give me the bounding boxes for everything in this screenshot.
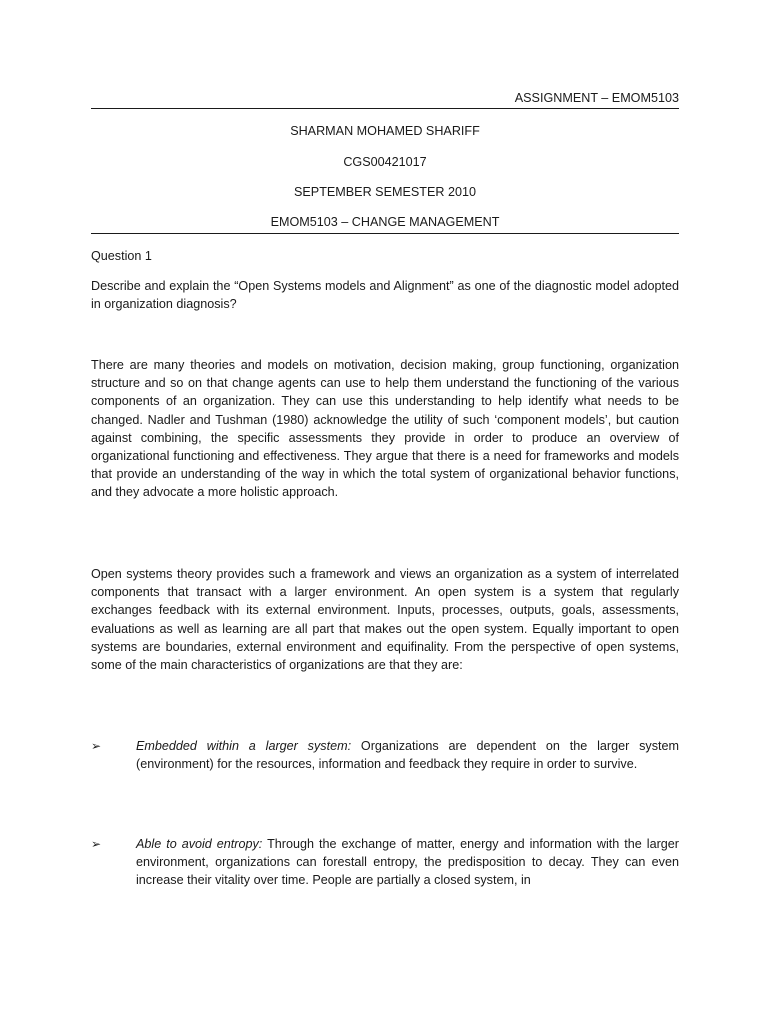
list-item-body [136,835,679,890]
assignment-header: ASSIGNMENT – EMOM5103 [514,91,679,105]
header-bottom-rule [91,233,679,234]
course-title: EMOM5103 – CHANGE MANAGEMENT [270,215,500,229]
arrow-bullet-icon: ➢ [91,739,102,753]
list-item-title: Able to avoid entropy: [136,837,263,851]
list-item-text: Organizations are dependent on the larger system (environment) for the resources, information and feedback they require in order to survive. [136,739,679,772]
student-name: SHARMAN MOHAMED SHARIFF [290,124,480,138]
student-id: CGS00421017 [343,155,427,169]
list-item-title: Embedded within a larger system: [136,739,352,753]
document-page [91,0,679,1024]
list-item-body [136,737,679,773]
body-paragraph: Open systems theory provides such a framework and views an organization as a system of interrelated components that transact with a larger environment. An open system is a system that regularly exchanges feedback with its external environment. Inputs, processes, outputs, goals, assessments, evaluations as well as learning are all part that makes out the open system. Equally important to open systems are boundaries, external environment and equifinality. From the perspective of open systems, some of the main characteristics of organizations are that they are: [91,567,679,673]
body-paragraph: There are many theories and models on motivation, decision making, group functioning, organization structure and so on that change agents can use to help them understand the functioning of the various components of an organization. They can use this understanding to help identify what needs to be changed. Nadler and Tushman (1980) acknowledge the utility of such ‘component models’, but caution against combining, the specific assessments they provide in order to produce an overview of organizational functioning and effectiveness. They argue that there is a need for frameworks and models that provide an understanding of the way in which the total system of organizational behavior functions, and they advocate a more holistic approach. [91,358,679,500]
question-text: Describe and explain the “Open Systems models and Alignment” as one of the diagnostic model adopted in organization diagnosis? [91,279,679,312]
list-item-text: Through the exchange of matter, energy and information with the larger environment, organizations can forestall entropy, the predisposition to decay. They can even increase their vitality over time. People are partially a closed system, in [136,837,679,888]
semester: SEPTEMBER SEMESTER 2010 [294,185,476,199]
header-top-rule [91,108,679,109]
question-label: Question 1 [91,249,152,263]
arrow-bullet-icon: ➢ [91,837,102,851]
